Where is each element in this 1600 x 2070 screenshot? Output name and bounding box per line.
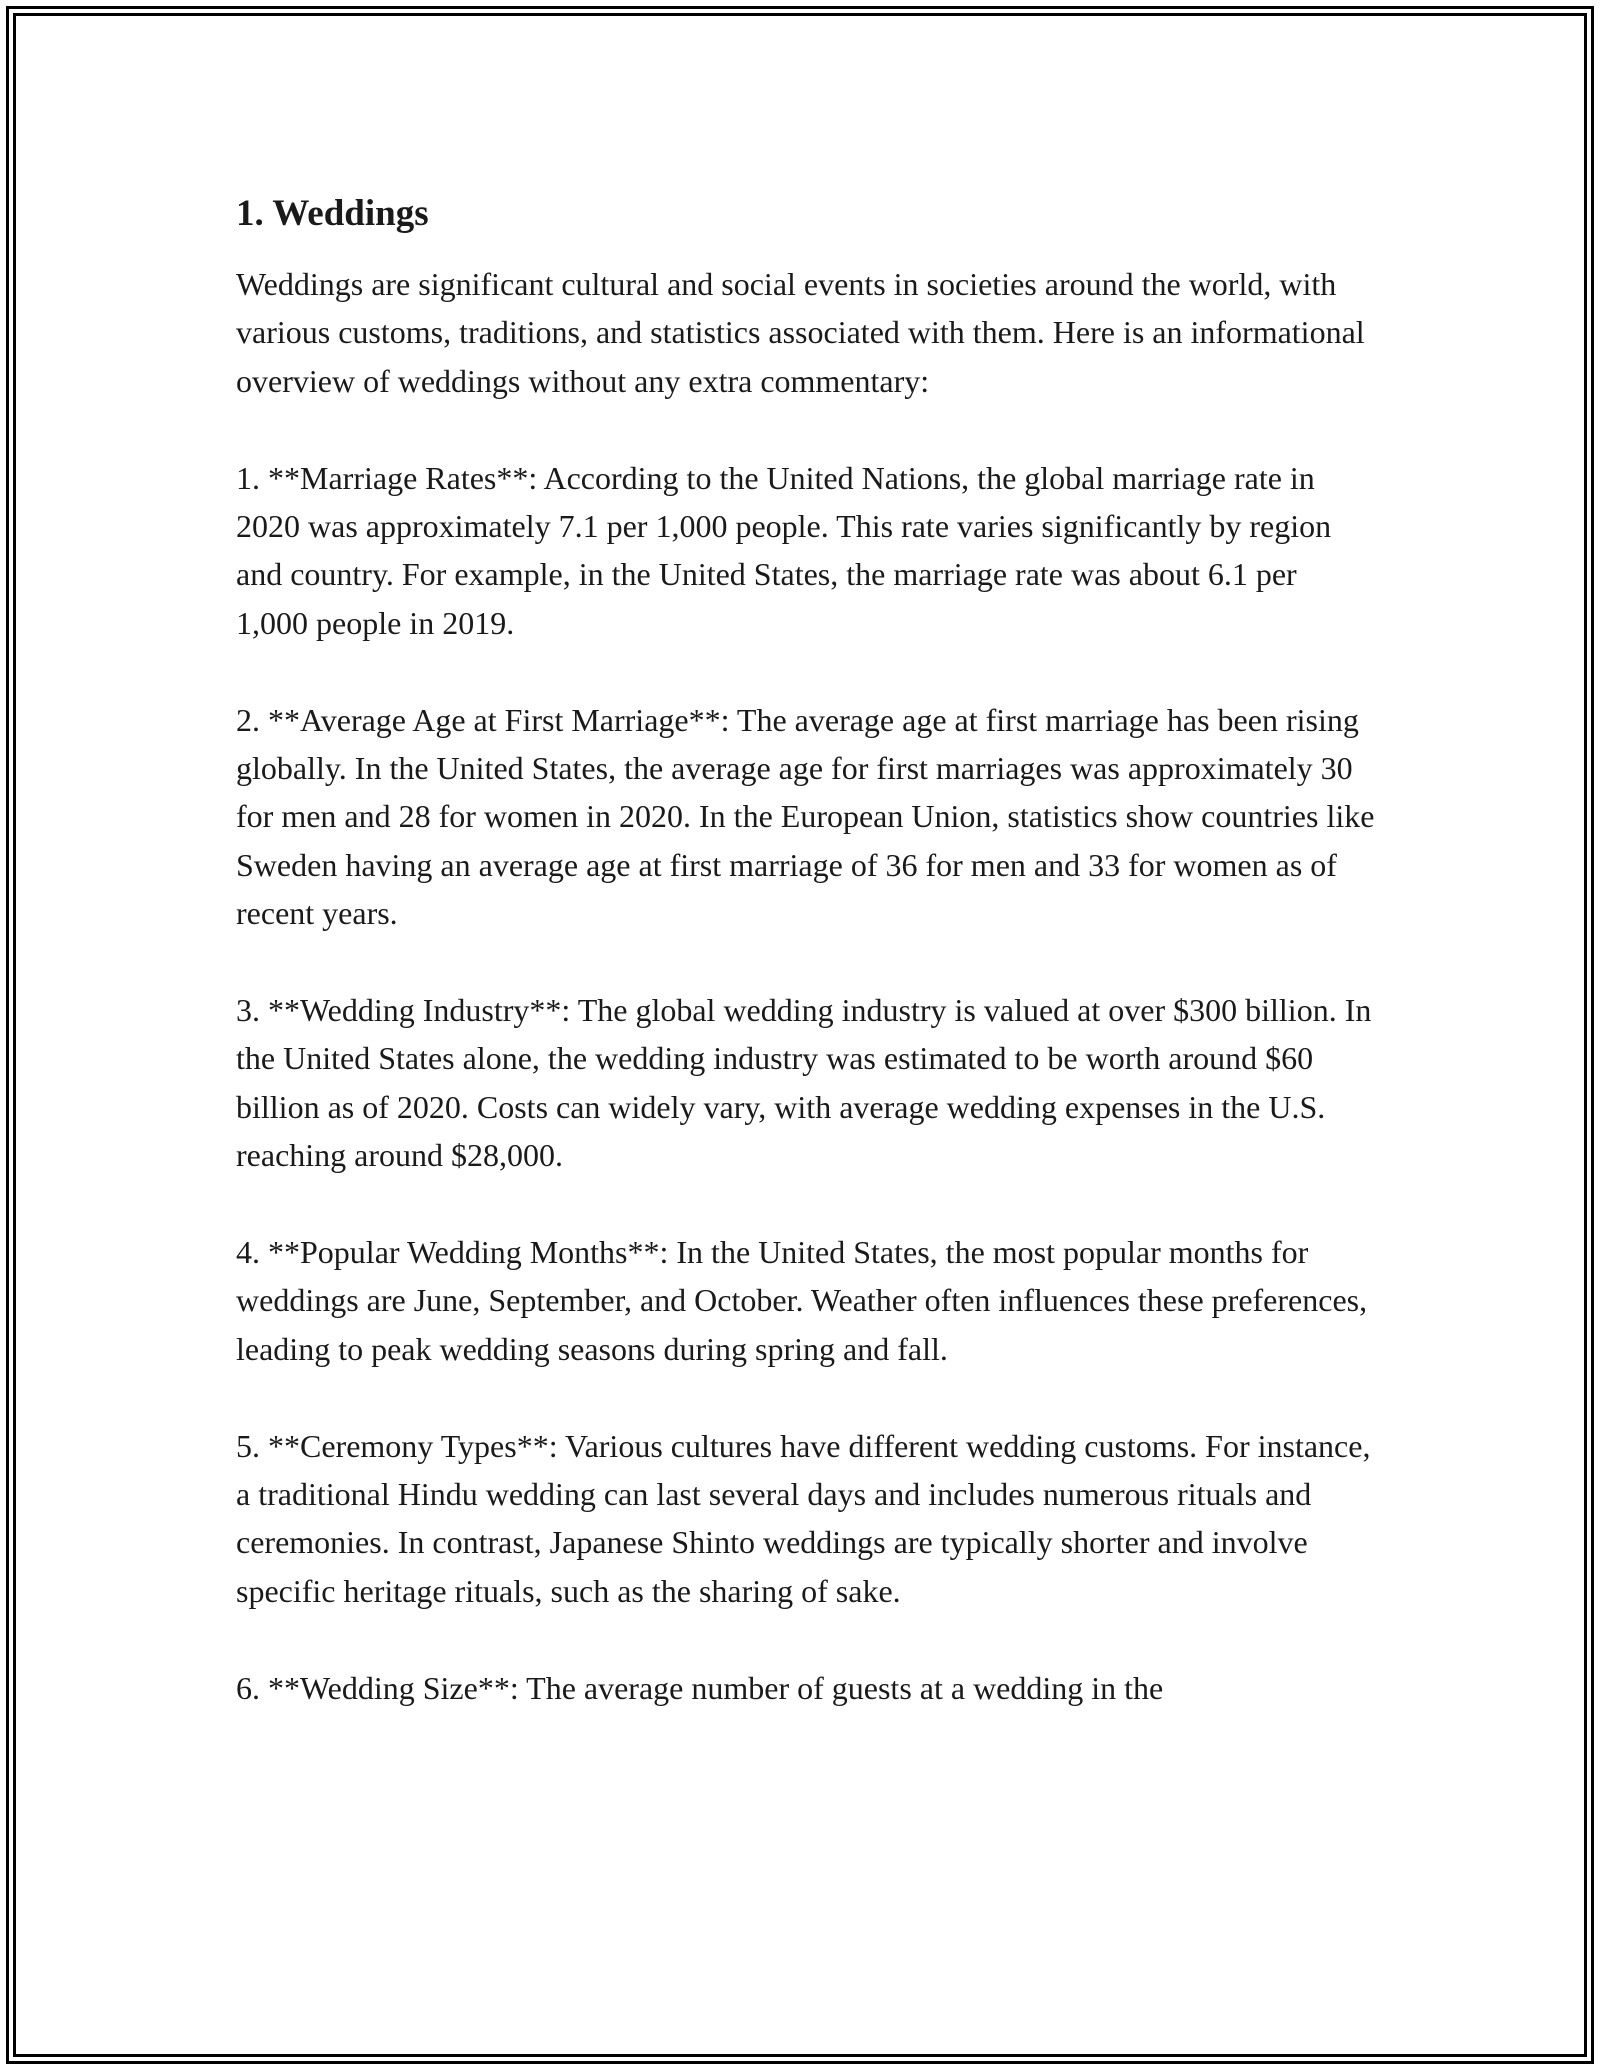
intro-paragraph: Weddings are significant cultural and social events in societies around the world, with various customs, traditions, and statistics associated with them. Here is an informational overview of weddings without any extra commentary: bbox=[236, 266, 1365, 399]
list-item-wedding-industry: 3. **Wedding Industry**: The global wedding industry is valued at over $300 billion. In the United States alone, the wedding industry was estimated to be worth around $60 billion as of 2020. Costs can widely vary, with average wedding expenses in the U.S. reaching around $28,000. bbox=[236, 992, 1372, 1174]
list-item-marriage-rates: 1. **Marriage Rates**: According to the United Nations, the global marriage rate in 2020 was approximately 7.1 per 1,000 people. This rate varies significantly by region and country. For example, in the United States, the marriage rate was about 6.1 per 1,000 people in 2019. bbox=[236, 459, 1332, 641]
list-item-popular-months: 4. **Popular Wedding Months**: In the United States, the most popular months for weddings are June, September, and October. Weather often influences these preferences, leading to peak wedding seasons during spring and fall. bbox=[236, 1234, 1368, 1367]
list-item-wedding-size: 6. **Wedding Size**: The average number of guests at a wedding in the bbox=[236, 1669, 1164, 1706]
list-item-ceremony-types: 5. **Ceremony Types**: Various cultures have different wedding customs. For instance, a traditional Hindu wedding can last several days and includes numerous rituals and ceremonies. In contrast, Japanese Shinto weddings are typically shorter and involve specific heritage rituals, such as the sharing of sake. bbox=[236, 1427, 1371, 1609]
section-heading: 1. Weddings bbox=[236, 193, 429, 234]
document-body bbox=[236, 190, 1376, 1760]
list-item-average-age: 2. **Average Age at First Marriage**: The average age at first marriage has been rising globally. In the United States, the average age for first marriages was approximately 30 for men and 28 for women in 2020. In the European Union, statistics show countries like Sweden having an average age at first marriage of 36 for men and 33 for women as of recent years. bbox=[236, 701, 1375, 932]
